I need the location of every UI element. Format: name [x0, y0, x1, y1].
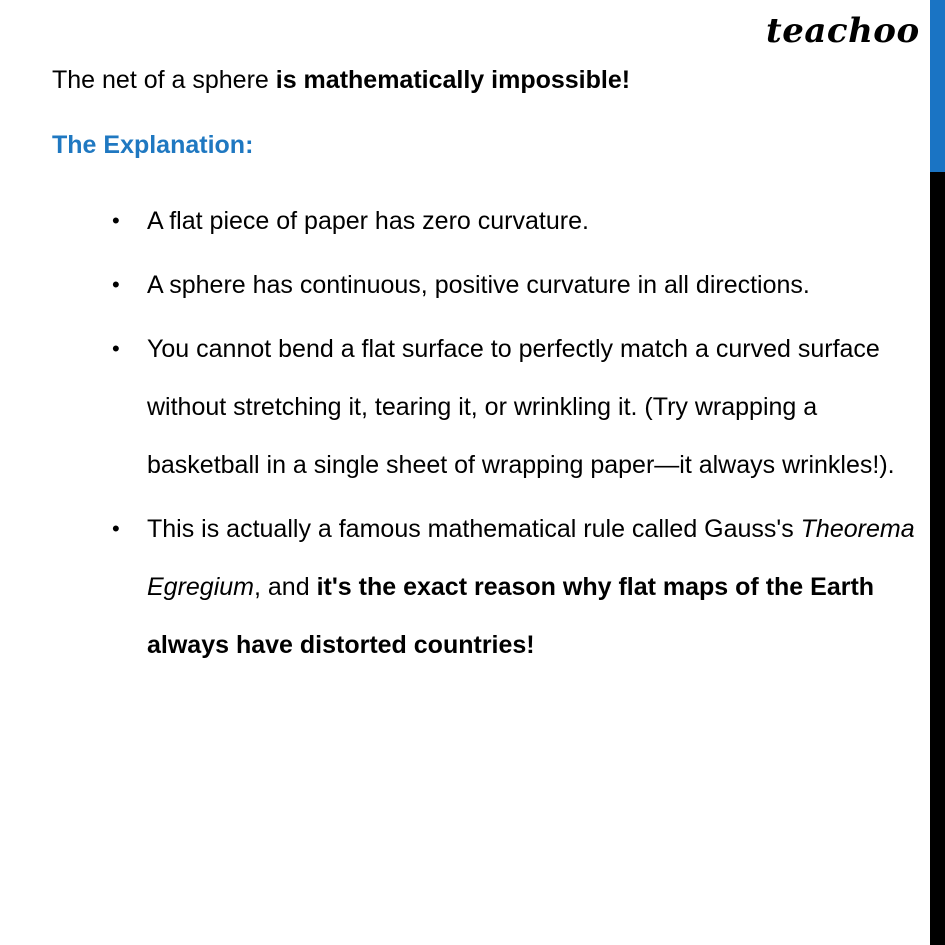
side-bar-accent [930, 0, 945, 172]
bullet-dot-icon: • [112, 336, 120, 361]
bullet-dot-icon: • [112, 516, 120, 541]
explanation-heading: The Explanation: [52, 131, 254, 159]
bullet-item [0, 256, 930, 314]
bullet-text-part: , and [254, 573, 317, 601]
bullet-text: A flat piece of paper has zero curvature. [147, 207, 589, 235]
bullet-text-part: This is actually a famous mathematical rule called Gauss's [147, 515, 801, 543]
theorem-name: Theorema Egregium [147, 515, 915, 601]
bullet-text: A sphere has continuous, positive curvature in all directions. [147, 271, 810, 299]
bullet-item [0, 500, 930, 674]
intro-text: The net of a sphere [52, 66, 276, 94]
intro-statement [52, 60, 630, 100]
bullet-dot-icon: • [112, 208, 120, 233]
side-bar [930, 0, 945, 945]
bullet-list [0, 192, 930, 680]
bullet-dot-icon: • [112, 272, 120, 297]
bullet-text: You cannot bend a flat surface to perfectly match a curved surface without stretching it, tearing it, or wrinkling it. (Try wrapping a basketball in a single sheet of wrapping paper—it always wrinkles!). [147, 335, 895, 479]
teachoo-logo: teachoo [766, 11, 920, 51]
bullet-item [0, 320, 930, 494]
bullet-bold-text: it's the exact reason why flat maps of the Earth always have distorted countries! [147, 573, 875, 659]
bullet-item [0, 192, 930, 250]
bullet-text [147, 515, 915, 659]
intro-bold-text: is mathematically impossible! [275, 66, 631, 94]
